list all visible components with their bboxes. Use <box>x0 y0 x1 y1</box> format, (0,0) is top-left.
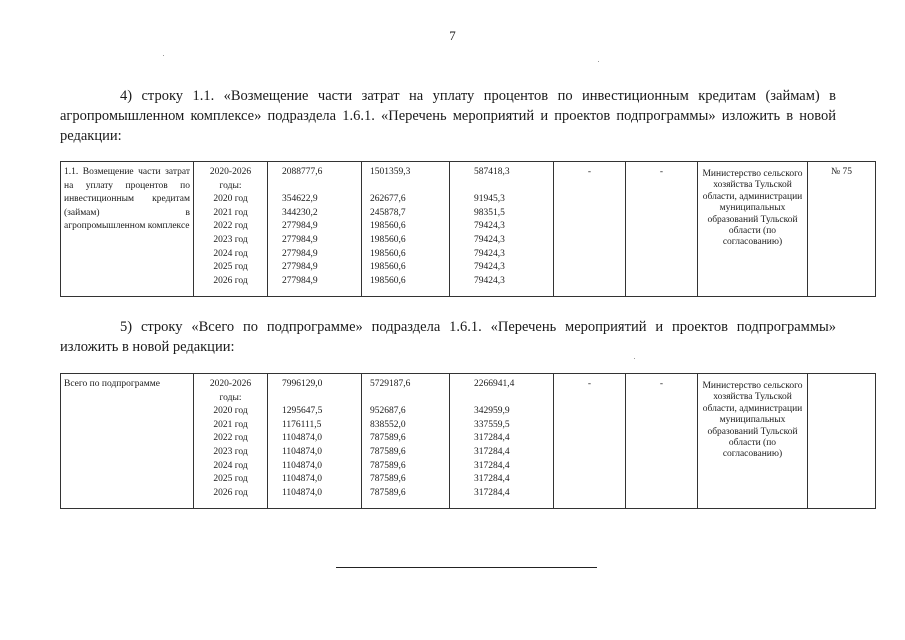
cell-value: 79424,3 <box>474 221 505 232</box>
cell-value: 787589,6 <box>370 487 406 498</box>
cell-value: 2020 год <box>213 194 248 205</box>
cell-value: 342959,9 <box>474 406 510 417</box>
federal-funding-cell <box>362 374 450 509</box>
extra-funding-dash: - <box>659 167 664 177</box>
cell-value: 5729187,6 <box>370 379 411 389</box>
total-funding-list <box>282 166 358 288</box>
table-row <box>61 162 876 297</box>
table-row <box>61 374 876 509</box>
period-list <box>197 166 264 288</box>
cell-value <box>370 180 446 194</box>
cell-value: 79424,3 <box>474 262 505 273</box>
cell-value <box>370 392 446 406</box>
cell-value: 2025 год <box>213 262 248 273</box>
paragraph-5-rest: изложить в новой редакции: <box>60 339 235 355</box>
cell-value: 2026 год <box>213 275 248 286</box>
paragraph-4 <box>60 86 836 146</box>
cell-value: 277984,9 <box>282 221 318 232</box>
cell-value: 317284,4 <box>474 460 510 471</box>
cell-value: 91945,3 <box>474 194 505 205</box>
period-cell <box>194 374 268 509</box>
activity-name-cell <box>61 374 194 509</box>
cell-value: 2026 год <box>213 487 248 498</box>
cell-value: 838552,0 <box>370 419 406 430</box>
scan-speck <box>598 61 599 62</box>
cell-value: 277984,9 <box>282 262 318 273</box>
cell-value: 354622,9 <box>282 194 318 205</box>
cell-value: 2020-2026 <box>209 167 252 177</box>
total-funding-list <box>282 378 358 500</box>
reference-number: № 75 <box>831 167 852 177</box>
cell-value: 7996129,0 <box>282 379 323 389</box>
cell-value: 952687,6 <box>370 406 406 417</box>
regional-funding-list <box>474 166 550 288</box>
cell-value <box>474 392 550 406</box>
extra-funding-dash: - <box>659 379 664 389</box>
extra-funding-cell <box>626 162 698 297</box>
cell-value: 277984,9 <box>282 234 318 245</box>
cell-value <box>282 180 358 194</box>
cell-value: 277984,9 <box>282 275 318 286</box>
paragraph-5-first-line: 5) строку «Всего по подпрограмме» подраздела 1.6.1. «Перечень мероприятий и проектов подпрограммы» <box>120 319 836 335</box>
cell-value: 79424,3 <box>474 248 505 259</box>
total-funding-cell <box>268 162 362 297</box>
regional-funding-list <box>474 378 550 500</box>
cell-value: 98351,5 <box>474 207 505 218</box>
cell-value: 1295647,5 <box>282 406 323 417</box>
cell-value: 787589,6 <box>370 433 406 444</box>
local-funding-dash: - <box>587 167 592 177</box>
federal-funding-list <box>370 378 446 500</box>
cell-value: 2266941,4 <box>474 379 515 389</box>
cell-value: 787589,6 <box>370 474 406 485</box>
reference-cell <box>808 162 876 297</box>
cell-value: 317284,4 <box>474 433 510 444</box>
cell-value: годы: <box>219 392 242 403</box>
program-table-subprogram-total <box>60 373 876 509</box>
cell-value: 344230,2 <box>282 207 318 218</box>
cell-value: 1176111,5 <box>282 419 322 430</box>
regional-funding-cell <box>450 162 554 297</box>
total-funding-cell <box>268 374 362 509</box>
cell-value: 2022 год <box>213 433 248 444</box>
local-funding-dash: - <box>587 379 592 389</box>
cell-value: 787589,6 <box>370 460 406 471</box>
organization-text: Министерство сельского хозяйства Тульской области, администрации муниципальных образований Тульской области (по согласованию) <box>702 381 803 460</box>
cell-value: 1501359,3 <box>370 167 411 177</box>
cell-value: 245878,7 <box>370 207 406 218</box>
local-funding-cell <box>554 162 626 297</box>
cell-value: 1104874,0 <box>282 433 323 444</box>
cell-value: 2022 год <box>213 221 248 232</box>
period-cell <box>194 162 268 297</box>
cell-value: 198560,6 <box>370 248 406 259</box>
cell-value: 1104874,0 <box>282 460 323 471</box>
cell-value: 337559,5 <box>474 419 510 430</box>
cell-value: 317284,4 <box>474 446 510 457</box>
cell-value: 2024 год <box>213 460 248 471</box>
cell-value: 2023 год <box>213 234 248 245</box>
organization-cell <box>698 374 808 509</box>
regional-funding-cell <box>450 374 554 509</box>
cell-value <box>282 392 358 406</box>
cell-value: 2020-2026 <box>209 379 252 389</box>
federal-funding-list <box>370 166 446 288</box>
cell-value: 587418,3 <box>474 167 510 177</box>
cell-value: 2024 год <box>213 248 248 259</box>
cell-value: 317284,4 <box>474 474 510 485</box>
cell-value: 2023 год <box>213 446 248 457</box>
paragraph-4-rest: агропромышленном комплексе» подраздела 1.6.1. «Перечень мероприятий и проектов подпрограммы» изложить в новой редакции: <box>60 108 836 144</box>
local-funding-cell <box>554 374 626 509</box>
cell-value: 787589,6 <box>370 446 406 457</box>
cell-value: годы: <box>219 180 242 191</box>
period-list <box>197 378 264 500</box>
cell-value <box>474 180 550 194</box>
paragraph-4-first-line: 4) строку 1.1. «Возмещение части затрат на уплату процентов по инвестиционным кредитам (займам) в <box>120 88 836 104</box>
federal-funding-cell <box>362 162 450 297</box>
cell-value: 198560,6 <box>370 221 406 232</box>
scan-speck <box>163 55 164 56</box>
extra-funding-cell <box>626 374 698 509</box>
activity-name: 1.1. Возмещение части затрат на уплату процентов по инвестиционным кредитам (займам) в агропромышленном комплексе <box>64 167 190 232</box>
cell-value: 79424,3 <box>474 275 505 286</box>
cell-value: 2088777,6 <box>282 167 323 177</box>
cell-value: 1104874,0 <box>282 474 323 485</box>
cell-value: 262677,6 <box>370 194 406 205</box>
cell-value: 198560,6 <box>370 234 406 245</box>
program-table-row-1-1 <box>60 161 876 297</box>
cell-value: 2025 год <box>213 474 248 485</box>
cell-value: 1104874,0 <box>282 446 323 457</box>
cell-value: 2021 год <box>213 207 248 218</box>
cell-value: 79424,3 <box>474 234 505 245</box>
scan-speck <box>634 358 635 359</box>
cell-value: 277984,9 <box>282 248 318 259</box>
reference-cell <box>808 374 876 509</box>
organization-cell <box>698 162 808 297</box>
cell-value: 2020 год <box>213 406 248 417</box>
cell-value: 2021 год <box>213 419 248 430</box>
signature-separator-line <box>336 567 597 568</box>
page-number: 7 <box>449 28 456 43</box>
activity-name-cell <box>61 162 194 297</box>
activity-name: Всего по подпрограмме <box>64 379 160 389</box>
cell-value: 1104874,0 <box>282 487 323 498</box>
paragraph-5 <box>60 317 836 357</box>
cell-value: 317284,4 <box>474 487 510 498</box>
cell-value: 198560,6 <box>370 262 406 273</box>
organization-text: Министерство сельского хозяйства Тульской области, администрации муниципальных образований Тульской области (по согласованию) <box>702 169 803 248</box>
cell-value: 198560,6 <box>370 275 406 286</box>
